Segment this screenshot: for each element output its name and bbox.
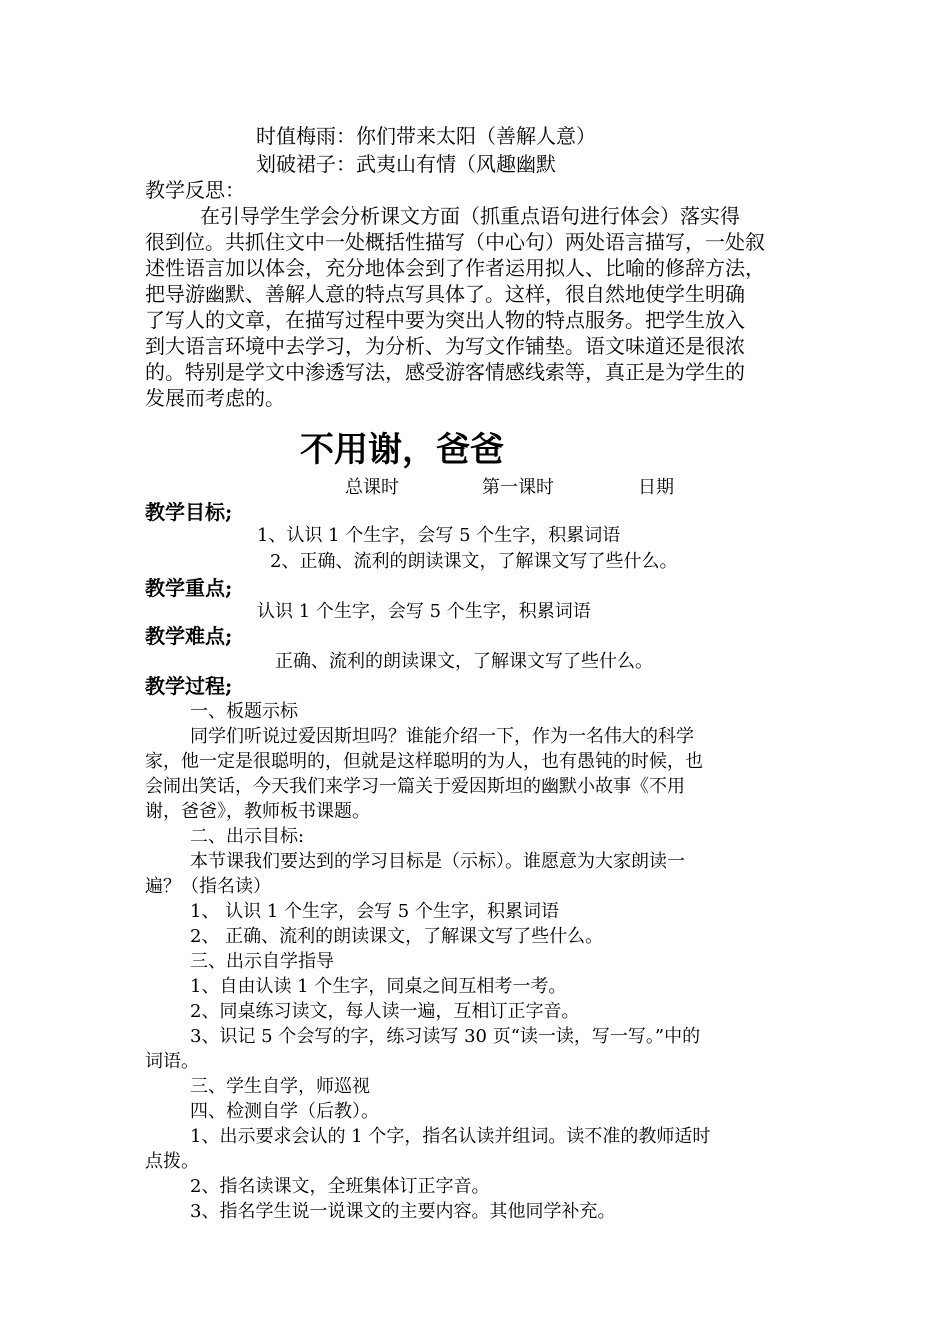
- reflection-para-line: 在引导学生学会分析课文方面（抓重点语句进行体会）落实得: [200, 204, 740, 228]
- key-heading: 教学重点;: [145, 576, 233, 600]
- process-line: 家，他一定是很聪明的，但就是这样聪明的为人，也有愚钝的时候，也: [145, 751, 703, 772]
- reflection-para-line: 到大语言环境中去学习，为分析、为写文作铺垫。语文味道还是很浓: [145, 334, 745, 358]
- process-line: 三、学生自学，师巡视: [190, 1076, 370, 1097]
- reflection-para-line: 的。特别是学文中渗透写法，感受游客情感线索等，真正是为学生的: [145, 360, 745, 384]
- reflection-para-line: 很到位。共抓住文中一处概括性描写（中心句）两处语言描写，一处叙: [145, 230, 765, 254]
- process-line: 同学们听说过爱因斯坦吗？谁能介绍一下，作为一名伟大的科学: [190, 726, 694, 747]
- process-line: 2、同桌练习读文，每人读一遍，互相订正字音。: [190, 1001, 580, 1022]
- difficulty-heading: 教学难点;: [145, 624, 233, 648]
- process-line: 3、识记 5 个会写的字，练习读写 30 页“读一读，写一写。”中的: [190, 1026, 701, 1047]
- reflection-para-line: 发展而考虑的。: [145, 386, 285, 410]
- process-line: 本节课我们要达到的学习目标是（示标）。谁愿意为大家朗读一: [190, 851, 685, 872]
- goal-item: 1、认识 1 个生字，会写 5 个生字，积累词语: [257, 525, 621, 546]
- process-line: 三、出示自学指导: [190, 951, 334, 972]
- process-line: 3、指名学生说一说课文的主要内容。其他同学补充。: [190, 1201, 616, 1222]
- process-line: 2、 正确、流利的朗读课文，了解课文写了些什么。: [190, 926, 604, 947]
- process-line: 1、自由认读 1 个生字，同桌之间互相考一考。: [190, 976, 567, 997]
- process-line: 2、指名读课文，全班集体订正字音。: [190, 1176, 490, 1197]
- process-line: 遍？（指名读）: [145, 876, 271, 897]
- goal-item: 2、正确、流利的朗读课文，了解课文写了些什么。: [270, 551, 678, 572]
- reflection-line-2: 划破裙子：武夷山有情（风趣幽默: [256, 152, 556, 176]
- process-line: 1、出示要求会认的 1 个字，指名认读并组词。读不准的教师适时: [190, 1126, 711, 1147]
- reflection-para-line: 述性语言加以体会，充分地体会到了作者运用拟人、比喻的修辞方法，: [145, 256, 765, 280]
- meta-date: 日期: [638, 477, 674, 498]
- goals-heading: 教学目标;: [145, 500, 233, 524]
- process-line: 会闹出笑话，今天我们来学习一篇关于爱因斯坦的幽默小故事《不用: [145, 776, 685, 797]
- lesson-title: 不用谢，爸爸: [300, 430, 504, 470]
- reflection-para-line: 把导游幽默、善解人意的特点写具体了。这样，很自然地使学生明确: [145, 282, 745, 306]
- reflection-para-line: 了写人的文章，在描写过程中要为突出人物的特点服务。把学生放入: [145, 308, 745, 332]
- meta-total-hours: 总课时: [345, 477, 399, 498]
- process-line: 四、检测自学（后教）。: [190, 1101, 379, 1122]
- process-line: 一、板题示标: [190, 701, 298, 722]
- process-line: 点拨。: [145, 1151, 199, 1172]
- process-line: 1、 认识 1 个生字，会写 5 个生字，积累词语: [190, 901, 559, 922]
- process-line: 二、出示目标:: [190, 826, 305, 847]
- process-heading: 教学过程;: [145, 674, 233, 698]
- difficulty-text: 正确、流利的朗读课文，了解课文写了些什么。: [275, 651, 653, 672]
- process-line: 谢，爸爸》，教师板书课题。: [145, 801, 370, 822]
- reflection-heading: 教学反思：: [145, 178, 245, 202]
- process-line: 词语。: [145, 1051, 199, 1072]
- meta-session: 第一课时: [482, 477, 554, 498]
- key-text: 认识 1 个生字，会写 5 个生字，积累词语: [257, 601, 591, 622]
- reflection-line-1: 时值梅雨：你们带来太阳（善解人意）: [256, 124, 596, 148]
